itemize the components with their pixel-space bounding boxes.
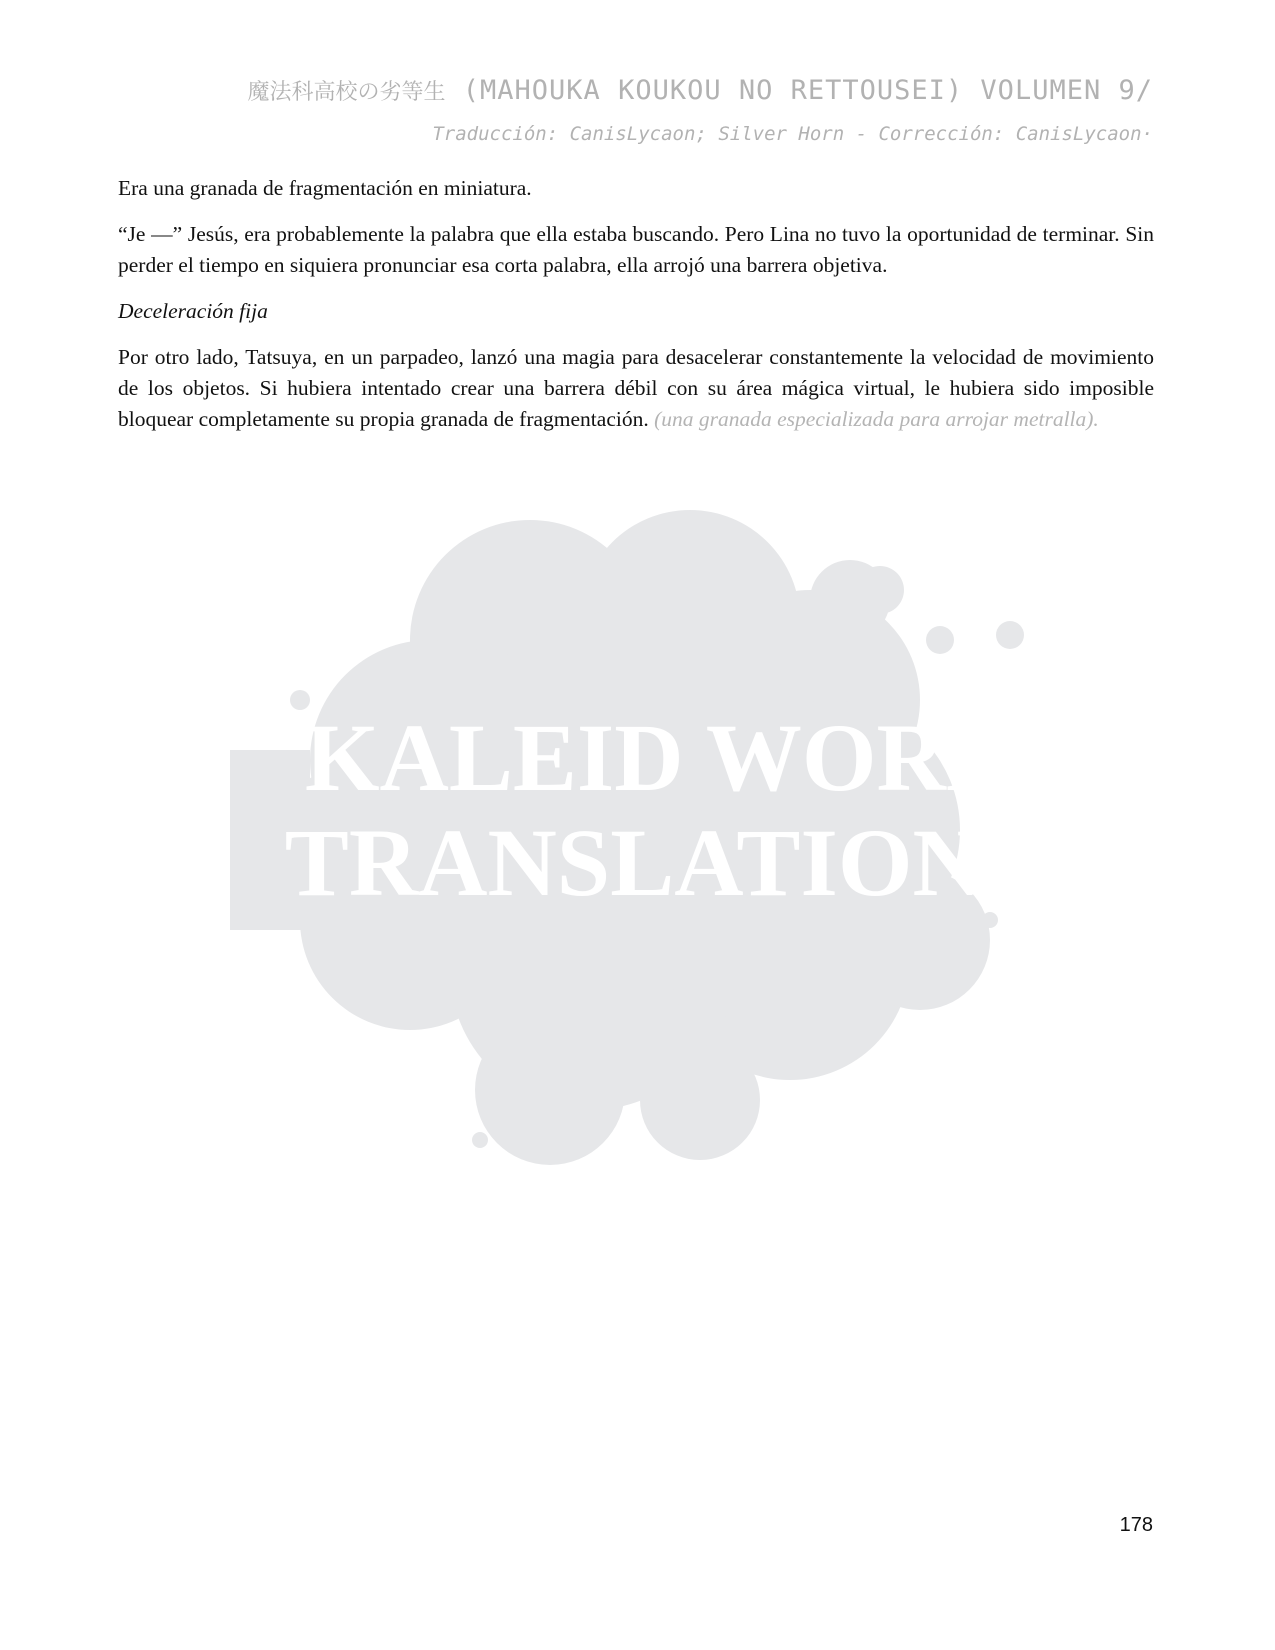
- watermark-line-1: KALEID WORD: [304, 704, 1016, 811]
- body-text: [118, 173, 1154, 450]
- paragraph-1: Era una granada de fragmentación en miniatura.: [118, 176, 532, 200]
- watermark-logo: [230, 500, 1090, 1200]
- paragraph-4-main: Por otro lado, Tatsuya, en un parpadeo, lanzó una magia para desacelerar constantemente la velocidad de movimiento de los objetos. Si hubiera intentado crear una barrera débil con su área mágica virtual, le hubiera sido imposible bloquear completamente su propia granada de fragmentación.: [118, 345, 1154, 431]
- page-header: [193, 74, 1153, 148]
- header-title-latin: (MAHOUKA KOUKOU NO RETTOUSEI) VOLUMEN 9: [462, 75, 1136, 106]
- paragraph-3-italic: Deceleración fija: [118, 299, 268, 323]
- paragraph-2: “Je —” Jesús, era probablemente la palabra que ella estaba buscando. Pero Lina no tuvo la oportunidad de terminar. Sin perder el tiempo en siquiera pronunciar esa corta palabra, ella arrojó una barrera objetiva.: [118, 222, 1154, 277]
- paragraph-4-note: (una granada especializada para arrojar metralla).: [654, 407, 1099, 431]
- paragraph-4: [118, 342, 1154, 435]
- page-number: 178: [1119, 1514, 1153, 1536]
- header-title-kanji: 魔法科高校の劣等生: [247, 80, 446, 105]
- watermark-line-2: TRANSLATIONS: [284, 809, 1036, 916]
- header-subtitle: Traducción: CanisLycaon; Silver Horn - Corrección: CanisLycaon·: [432, 123, 1153, 145]
- header-title-slash: /: [1135, 75, 1153, 106]
- header-title: [193, 74, 1153, 110]
